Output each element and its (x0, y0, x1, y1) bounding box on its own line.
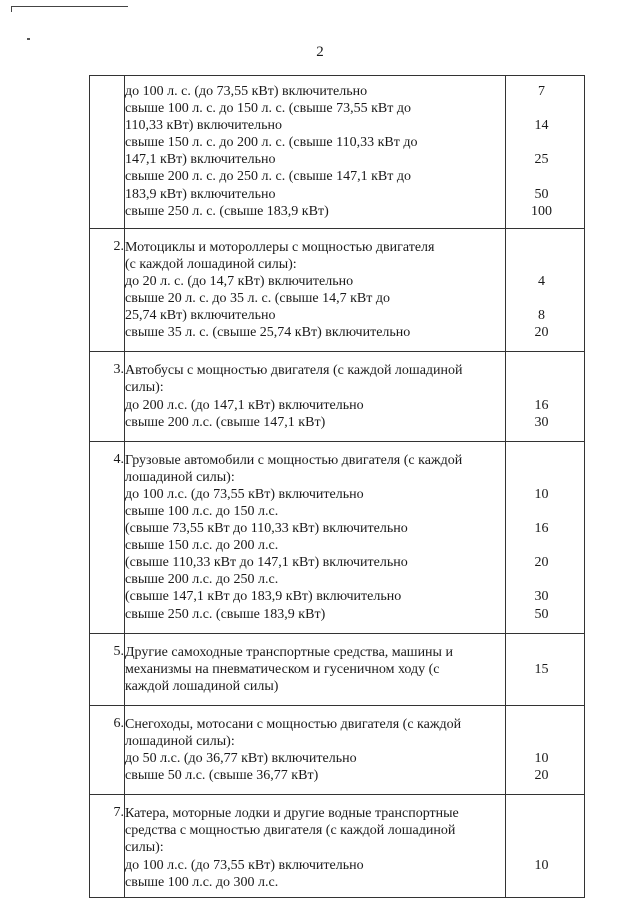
table-row (90, 705, 585, 794)
line-text: до 100 л.с. (до 73,55 кВт) включительно (125, 857, 364, 873)
row-line (125, 414, 584, 431)
row-content (125, 441, 585, 633)
line-value (501, 134, 582, 151)
line-text: (свыше 147,1 кВт до 183,9 кВт) включительно (125, 589, 402, 605)
line-value (501, 678, 582, 695)
row-line (125, 256, 584, 273)
row-line (125, 203, 584, 220)
row-content (125, 76, 585, 229)
row-line (125, 452, 584, 469)
line-text: 183,9 кВт) включительно (125, 186, 276, 202)
table-row (90, 352, 585, 441)
row-line (125, 134, 584, 151)
line-text: свыше 150 л.с. до 200 л.с. (125, 538, 279, 554)
line-value (501, 100, 582, 117)
scan-dot-mark (27, 38, 30, 40)
line-text: свыше 200 л.с. до 250 л.с. (125, 572, 279, 588)
table-body (90, 76, 585, 898)
row-line (125, 186, 584, 203)
line-text: до 100 л. с. (до 73,55 кВт) включительно (125, 84, 368, 99)
row-line (125, 307, 584, 324)
line-value (501, 571, 582, 588)
line-value: 20 (534, 325, 549, 341)
line-text: свыше 250 л. с. (свыше 183,9 кВт) (125, 203, 329, 219)
table-row (90, 76, 585, 229)
line-text: свыше 200 л. с. до 250 л. с. (свыше 147,1 кВт до (125, 169, 412, 185)
row-line (125, 661, 584, 678)
line-text: свыше 100 л.с. до 300 л.с. (125, 874, 279, 890)
tax-rate-table (89, 75, 585, 898)
line-text: до 50 л.с. (до 36,77 кВт) включительно (125, 751, 357, 767)
line-text: Грузовые автомобили с мощностью двигателя (с каждой (125, 452, 463, 468)
row-line (125, 678, 584, 695)
row-line (125, 469, 584, 486)
row-content (125, 633, 585, 705)
page-number: 2 (316, 44, 324, 60)
row-content (125, 795, 585, 897)
line-text: свыше 200 л.с. (свыше 147,1 кВт) (125, 414, 326, 430)
row-line (125, 273, 584, 290)
row-number: 2. (90, 228, 125, 352)
line-value (501, 716, 582, 733)
row-line (125, 503, 584, 520)
line-text: 147,1 кВт) включительно (125, 152, 276, 168)
line-text: 25,74 кВт) включительно (125, 308, 276, 324)
line-text: 110,33 кВт) включительно (125, 118, 282, 134)
line-value (501, 839, 582, 856)
row-number (90, 76, 125, 229)
row-number: 7. (90, 795, 125, 897)
row-line (125, 716, 584, 733)
row-line (125, 100, 584, 117)
line-text: лошадиной силы): (125, 469, 235, 485)
row-line (125, 805, 584, 822)
line-value: 20 (534, 768, 549, 784)
row-number: 5. (90, 633, 125, 705)
line-value (501, 537, 582, 554)
row-content (125, 705, 585, 794)
line-value: 15 (534, 661, 549, 677)
line-text: Мотоциклы и мотороллеры с мощностью двигателя (125, 239, 435, 255)
row-line (125, 571, 584, 588)
row-line (125, 486, 584, 503)
line-value (501, 290, 582, 307)
row-line (125, 239, 584, 256)
line-text: средства с мощностью двигателя (с каждой лошадиной (125, 823, 456, 839)
row-line (125, 537, 584, 554)
line-text: лошадиной силы): (125, 734, 235, 749)
line-value: 50 (534, 186, 549, 202)
line-text: свыше 20 л. с. до 35 л. с. (свыше 14,7 кВт до (125, 291, 391, 307)
line-value: 30 (534, 414, 549, 430)
row-content (125, 352, 585, 441)
row-line (125, 874, 584, 891)
table-row (90, 228, 585, 352)
line-text: Катера, моторные лодки и другие водные транспортные (125, 806, 459, 822)
line-value (501, 805, 582, 822)
line-text: каждой лошадиной силы) (125, 678, 279, 694)
line-value (501, 822, 582, 839)
scan-corner-mark (11, 6, 128, 12)
row-line (125, 857, 584, 874)
line-text: (с каждой лошадиной силы): (125, 256, 297, 272)
table-row (90, 795, 585, 897)
line-value (501, 362, 582, 379)
line-text: силы): (125, 380, 164, 396)
row-number: 6. (90, 705, 125, 794)
line-value: 8 (538, 308, 545, 324)
line-value: 100 (531, 203, 552, 219)
row-line (125, 117, 584, 134)
row-line (125, 767, 584, 784)
row-line (125, 362, 584, 379)
row-number: 3. (90, 352, 125, 441)
row-line (125, 644, 584, 661)
line-value: 25 (534, 152, 549, 168)
line-value: 4 (538, 273, 545, 289)
row-line (125, 822, 584, 839)
line-text: механизмы на пневматическом и гусеничном ходу (с (125, 661, 440, 677)
line-value: 20 (534, 555, 549, 571)
line-value (501, 874, 582, 891)
row-line (125, 168, 584, 185)
row-line (125, 397, 584, 414)
line-value (501, 644, 582, 661)
table-row (90, 633, 585, 705)
line-value: 30 (534, 589, 549, 605)
row-line (125, 839, 584, 856)
row-line (125, 588, 584, 605)
line-value (501, 503, 582, 520)
line-text: до 20 л. с. (до 14,7 кВт) включительно (125, 273, 354, 289)
line-text: до 200 л.с. (до 147,1 кВт) включительно (125, 397, 364, 413)
line-value: 10 (534, 857, 549, 873)
row-content (125, 228, 585, 352)
line-text: свыше 50 л.с. (свыше 36,77 кВт) (125, 768, 319, 784)
line-text: Автобусы с мощностью двигателя (с каждой лошадиной (125, 363, 463, 379)
line-text: (свыше 73,55 кВт до 110,33 кВт) включительно (125, 521, 408, 537)
row-line (125, 290, 584, 307)
line-value: 16 (534, 521, 549, 537)
line-text: свыше 100 л. с. до 150 л. с. (свыше 73,55 кВт до (125, 101, 412, 117)
row-line (125, 606, 584, 623)
line-value (501, 469, 582, 486)
line-value: 50 (534, 606, 549, 622)
line-value (501, 168, 582, 185)
row-line (125, 554, 584, 571)
row-line (125, 520, 584, 537)
line-text: Другие самоходные транспортные средства, машины и (125, 644, 453, 660)
line-value: 10 (534, 486, 549, 502)
table-row (90, 441, 585, 633)
line-value (501, 256, 582, 273)
row-line (125, 733, 584, 750)
line-value: 16 (534, 397, 549, 413)
line-value (501, 452, 582, 469)
line-text: свыше 150 л. с. до 200 л. с. (свыше 110,33 кВт до (125, 135, 418, 151)
line-value (501, 733, 582, 750)
line-value (501, 379, 582, 396)
line-value: 10 (534, 751, 549, 767)
row-number: 4. (90, 441, 125, 633)
row-line (125, 324, 584, 341)
row-line (125, 151, 584, 168)
line-text: Снегоходы, мотосани с мощностью двигателя (с каждой (125, 716, 462, 732)
line-text: свыше 35 л. с. (свыше 25,74 кВт) включительно (125, 325, 411, 341)
line-text: до 100 л.с. (до 73,55 кВт) включительно (125, 486, 364, 502)
line-value (501, 239, 582, 256)
row-line (125, 83, 584, 100)
line-text: (свыше 110,33 кВт до 147,1 кВт) включительно (125, 555, 408, 571)
line-text: свыше 250 л.с. (свыше 183,9 кВт) (125, 606, 326, 622)
line-value: 14 (534, 118, 549, 134)
row-line (125, 379, 584, 396)
row-line (125, 750, 584, 767)
line-value: 7 (538, 84, 545, 99)
line-text: силы): (125, 840, 164, 856)
line-text: свыше 100 л.с. до 150 л.с. (125, 503, 279, 519)
